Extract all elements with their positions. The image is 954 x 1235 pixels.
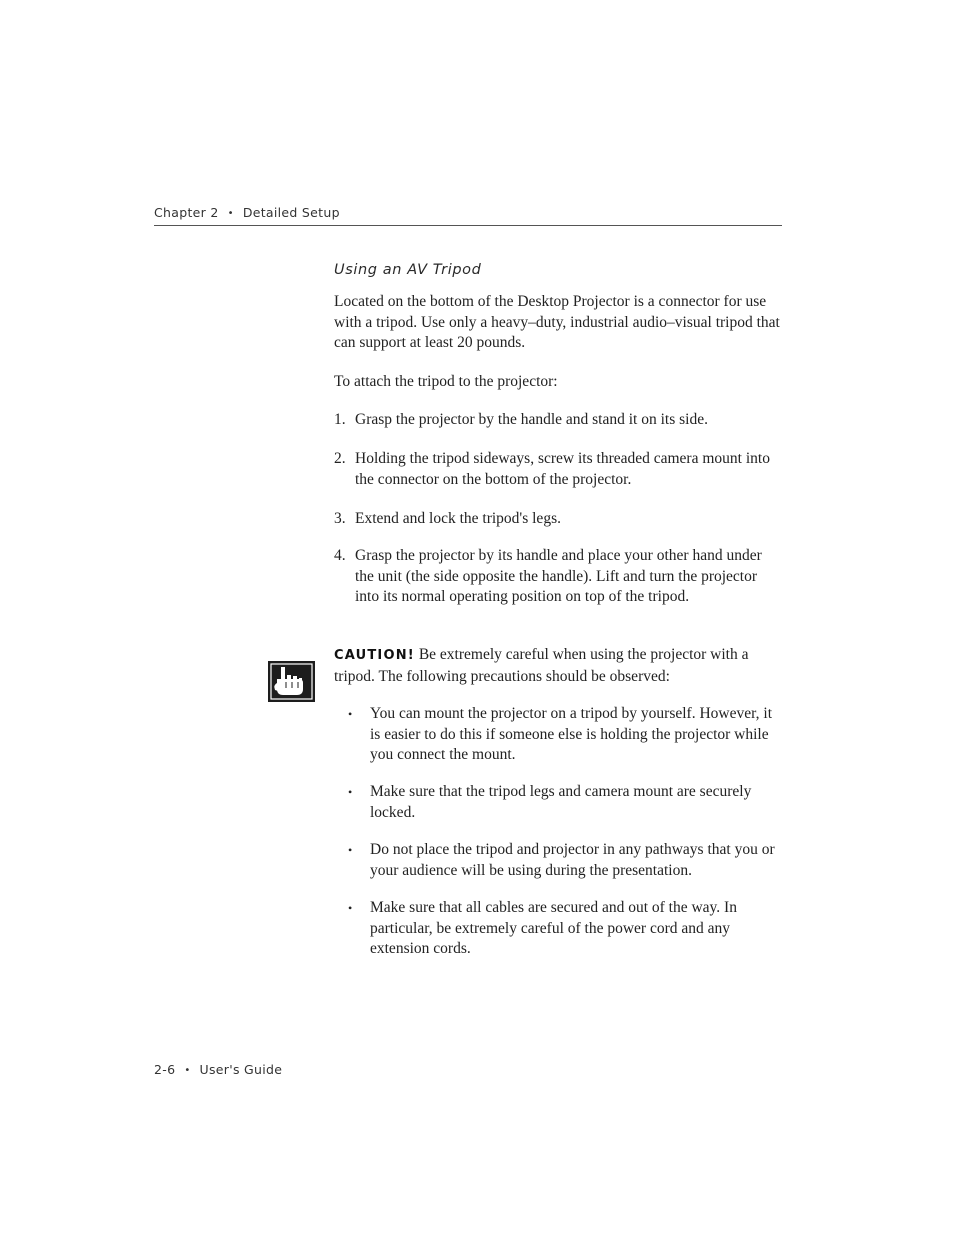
- step-item-3: [334, 509, 784, 530]
- precaution-text: You can mount the projector on a tripod by yourself. However, it is easier to do this if someone else is holding the projector while you connect the mount.: [370, 705, 773, 763]
- precaution-item-3: [348, 840, 784, 881]
- caution-paragraph: [334, 645, 784, 687]
- bullet-marker: •: [348, 785, 353, 799]
- precaution-item-1: [348, 704, 784, 766]
- footer-page-number: 2-6: [154, 1062, 176, 1077]
- caution-label: CAUTION!: [334, 648, 415, 663]
- lead-in-paragraph: To attach the tripod to the projector:: [334, 373, 558, 390]
- step-item-2: [334, 449, 784, 490]
- running-header: [154, 205, 782, 226]
- precaution-text: Make sure that all cables are secured and out of the way. In particular, be extremely careful of the power cord and any extension cords.: [370, 899, 737, 957]
- step-text: Extend and lock the tripod's legs.: [355, 510, 561, 527]
- caution-text: Be extremely careful when using the projector with a tripod. The following precautions should be observed:: [334, 646, 749, 685]
- step-number: 3.: [334, 510, 346, 527]
- footer-separator: •: [184, 1065, 191, 1076]
- precaution-item-4: [348, 898, 784, 960]
- running-footer: [154, 1062, 282, 1077]
- step-text: Grasp the projector by its handle and place your other hand under the unit (the side opposite the handle). Lift and turn the projector into its normal operating position on top of the tripod.: [355, 547, 762, 605]
- step-item-4: [334, 546, 784, 608]
- step-number: 4.: [334, 547, 346, 564]
- bullet-marker: •: [348, 843, 353, 857]
- bullet-marker: •: [348, 901, 353, 915]
- bullet-marker: •: [348, 707, 353, 721]
- precaution-text: Make sure that the tripod legs and camera mount are securely locked.: [370, 783, 752, 821]
- step-number: 1.: [334, 411, 346, 428]
- header-separator: •: [227, 208, 234, 219]
- step-text: Grasp the projector by the handle and stand it on its side.: [355, 411, 708, 428]
- section-heading: Using an AV Tripod: [334, 262, 482, 278]
- footer-title: User's Guide: [199, 1062, 283, 1077]
- precaution-item-2: [348, 782, 784, 823]
- step-item-1: [334, 410, 784, 431]
- intro-paragraph: Located on the bottom of the Desktop Projector is a connector for use with a tripod. Use only a heavy–duty, industrial audio–visual tripod that can support at least 20 pounds.: [334, 293, 780, 351]
- precaution-text: Do not place the tripod and projector in any pathways that you or your audience will be using during the presentation.: [370, 841, 775, 879]
- header-section: Detailed Setup: [242, 205, 340, 220]
- step-number: 2.: [334, 450, 346, 467]
- header-chapter: Chapter 2: [154, 205, 219, 220]
- step-text: Holding the tripod sideways, screw its threaded camera mount into the connector on the bottom of the projector.: [355, 450, 770, 488]
- pointing-hand-icon: [268, 661, 315, 702]
